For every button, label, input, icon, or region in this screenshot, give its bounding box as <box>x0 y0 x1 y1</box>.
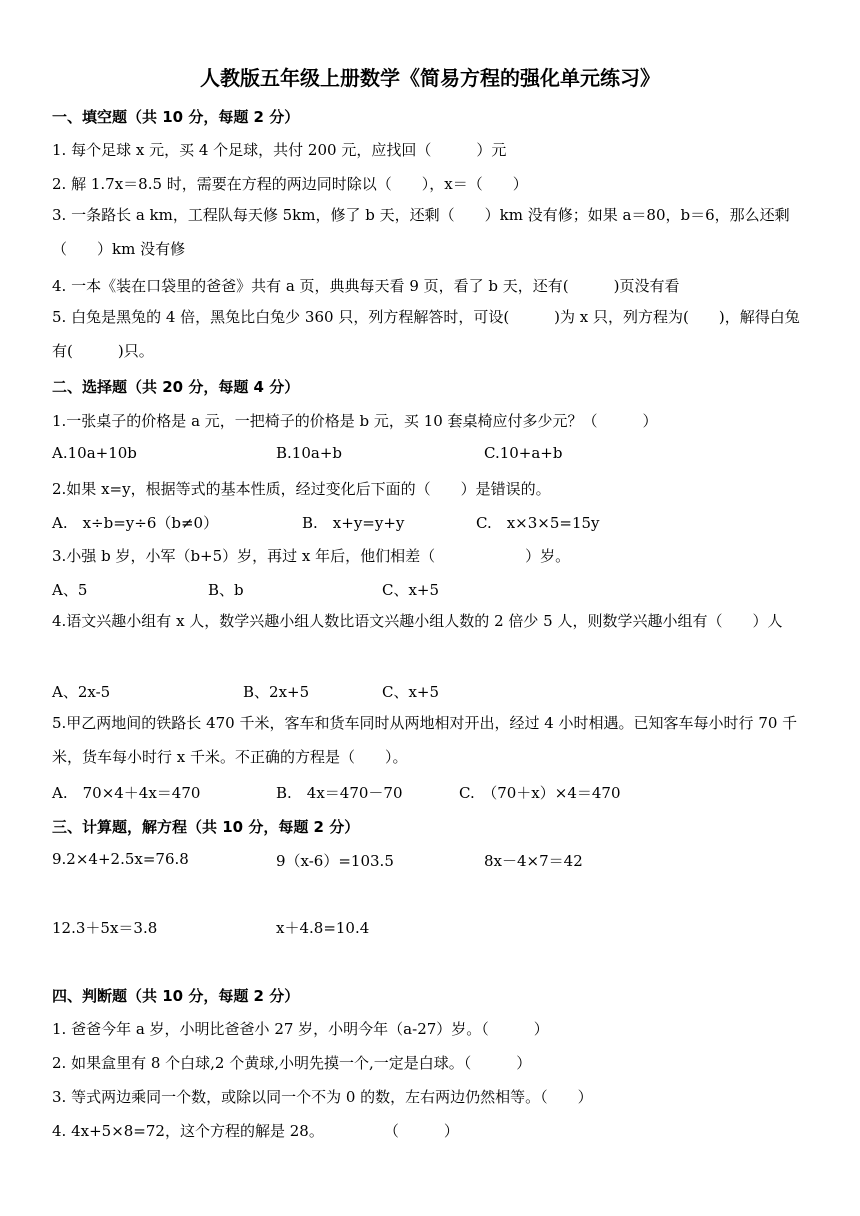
section-4-heading: 四、判断题（共 10 分，每题 2 分） <box>52 987 300 1005</box>
s2-q2-option-b: B. x+y=y+y <box>302 514 405 532</box>
equation-3: 8x－4×7＝42 <box>484 852 583 870</box>
s4-question-3: 3. 等式两边乘同一个数，或除以同一个不为 0 的数，左右两边仍然相等。（ ） <box>52 1088 593 1106</box>
s2-q3-option-c: C、x+5 <box>382 581 440 599</box>
s1-question-5: 5. 白兔是黑兔的 4 倍，黑兔比白兔少 360 只，列方程解答时，可设( )为 x 只，列方程为( )，解得白兔有( )只。 <box>52 308 800 360</box>
s2-question-2: 2.如果 x=y，根据等式的基本性质，经过变化后下面的（ ）是错误的。 <box>52 480 551 498</box>
equation-4: 12.3＋5x＝3.8 <box>52 919 158 937</box>
s2-question-4: 4.语文兴趣小组有 x 人，数学兴趣小组人数比语文兴趣小组人数的 2 倍少 5 人，则数学兴趣小组有（ ）人 <box>52 612 783 630</box>
s1-question-2: 2. 解 1.7x＝8.5 时，需要在方程的两边同时除以（ ），x＝（ ） <box>52 175 528 193</box>
s2-q2-option-a: A. x÷b=y÷6（b≠0） <box>52 514 219 532</box>
s1-question-4: 4. 一本《装在口袋里的爸爸》共有 a 页，典典每天看 9 页，看了 b 天，还有( )页没有看 <box>52 277 680 295</box>
s1-question-1: 1. 每个足球 x 元，买 4 个足球，共付 200 元，应找回（ ）元 <box>52 141 507 159</box>
section-3-heading: 三、计算题，解方程（共 10 分，每题 2 分） <box>52 818 360 836</box>
s2-q3-option-b: B、b <box>208 581 244 599</box>
s2-q2-option-c: C. x×3×5=15y <box>476 514 600 532</box>
page-title: 人教版五年级上册数学《简易方程的强化单元练习》 <box>200 66 660 90</box>
equation-1: 9.2×4+2.5x=76.8 <box>52 850 189 868</box>
section-1-heading: 一、填空题（共 10 分，每题 2 分） <box>52 108 300 126</box>
s2-q5-option-b: B. 4x＝470－70 <box>276 784 403 802</box>
s2-q4-option-c: C、x+5 <box>382 683 440 701</box>
section-2-heading: 二、选择题（共 20 分，每题 4 分） <box>52 378 300 396</box>
s2-q1-option-a: A.10a+10b <box>52 444 137 462</box>
equation-2: 9（x-6）=103.5 <box>276 852 394 870</box>
equation-5: x＋4.8=10.4 <box>276 919 370 937</box>
s2-q4-option-b: B、2x+5 <box>243 683 310 701</box>
s2-question-1: 1.一张桌子的价格是 a 元，一把椅子的价格是 b 元，买 10 套桌椅应付多少元？（ ） <box>52 412 658 430</box>
s4-question-4: 4. 4x+5×8=72，这个方程的解是 28。 （ ） <box>52 1122 459 1140</box>
s1-question-3: 3. 一条路长 a km，工程队每天修 5km，修了 b 天，还剩（ ）km 没有修；如果 a＝80，b＝6，那么还剩（ ）km 没有修 <box>52 206 790 258</box>
s4-question-2: 2. 如果盒里有 8 个白球,2 个黄球,小明先摸一个,一定是白球。（ ） <box>52 1054 532 1072</box>
s2-q5-option-a: A. 70×4＋4x＝470 <box>52 784 201 802</box>
s2-q3-option-a: A、5 <box>52 581 88 599</box>
s2-question-3: 3.小强 b 岁，小军（b+5）岁，再过 x 年后，他们相差（ ）岁。 <box>52 547 571 565</box>
s2-q1-option-c: C.10+a+b <box>484 444 563 462</box>
s4-question-1: 1. 爸爸今年 a 岁，小明比爸爸小 27 岁，小明今年（a-27）岁。（ ） <box>52 1020 549 1038</box>
s2-q1-option-b: B.10a+b <box>276 444 342 462</box>
s2-question-5: 5.甲乙两地间的铁路长 470 千米，客车和货车同时从两地相对开出，经过 4 小时相遇。已知客车每小时行 70 千米，货车每小时行 x 千米。不正确的方程是（ ）。 <box>52 714 798 766</box>
s2-q5-option-c: C. （70＋x）×4＝470 <box>459 784 621 802</box>
s2-q4-option-a: A、2x-5 <box>52 683 111 701</box>
